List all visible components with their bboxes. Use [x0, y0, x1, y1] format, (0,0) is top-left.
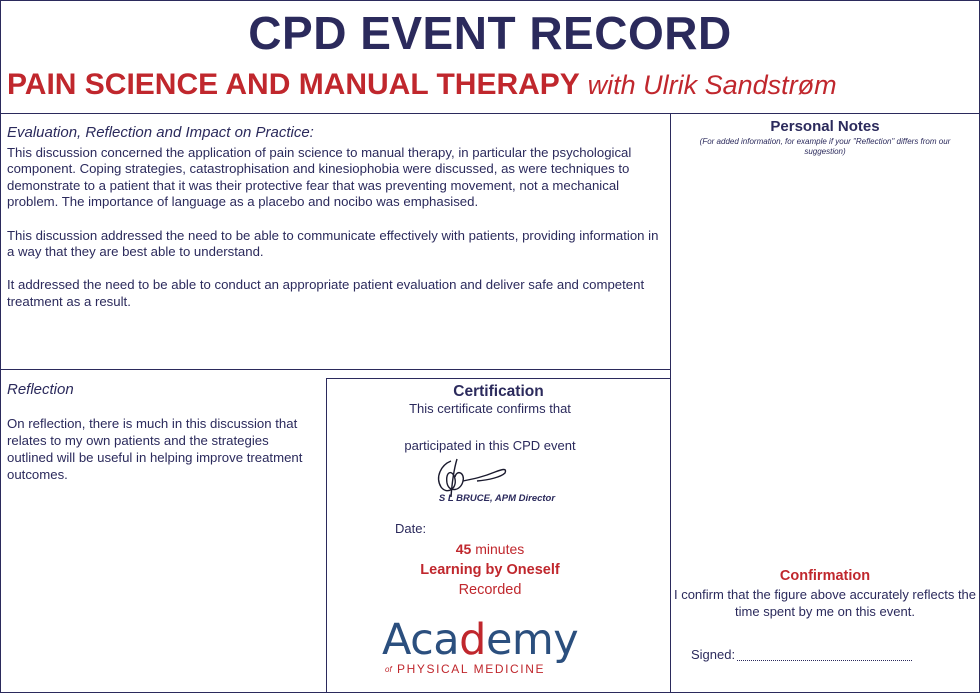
learning-mode: Learning by Oneself: [420, 562, 560, 578]
evaluation-paragraph: It addressed the need to be able to conduct an appropriate patient evaluation and deliver safe and competent treatment as a result.: [7, 277, 645, 309]
duration: [327, 541, 653, 557]
logo-wordmark: [382, 615, 578, 665]
duration-unit: minutes: [471, 541, 525, 557]
evaluation-heading: Evaluation, Reflection and Impact on Practice:: [7, 124, 314, 141]
certification-heading: Certification: [453, 383, 544, 400]
academy-logo: [382, 615, 602, 677]
course-name: PAIN SCIENCE AND MANUAL THERAPY: [7, 68, 580, 101]
participated-text: participated in this CPD event: [404, 438, 576, 453]
signature-line[interactable]: [691, 647, 912, 662]
personal-notes-heading: Personal Notes: [770, 118, 880, 135]
director-name: S L BRUCE, APM Director: [438, 493, 556, 504]
certificate-confirms-text: This certificate confirms that: [409, 401, 571, 416]
personal-notes-hint: (For added information, for example if your "Reflection" differs from our suggestion): [699, 137, 951, 156]
course-title: [7, 68, 837, 102]
reflection-heading: Reflection: [7, 381, 74, 398]
record-status: Recorded: [458, 582, 522, 598]
presenter-name: with Ulrik Sandstrøm: [587, 70, 837, 100]
reflection-section: [7, 381, 317, 483]
confirmation-section: [671, 568, 979, 620]
evaluation-paragraph: This discussion addressed the need to be able to communicate effectively with patients, providing information in a way that they are best able to understand.: [7, 227, 659, 260]
logo-subtitle: PHYSICAL MEDICINE: [397, 662, 546, 676]
logo-word-part: Aca: [382, 615, 460, 665]
duration-value: 45: [455, 541, 472, 557]
page-title: CPD EVENT RECORD: [248, 7, 732, 59]
logo-word-part: emy: [485, 615, 579, 665]
signed-label: Signed:: [691, 647, 736, 662]
date-label: Date:: [395, 521, 427, 536]
evaluation-paragraph: This discussion concerned the application of pain science to manual therapy, in particular the psychological component. Coping strategies, catastrophisation and kinesiophobia were discussed, as were techniques to demonstrate to a patient that it was their protective fear that was preventing movement, not a mechanical problem. The importance of language as a placebo and nocibo was emphasised.: [7, 144, 632, 210]
reflection-text: On reflection, there is much in this discussion that relates to my own patients and the strategies outlined will be useful in helping improve treatment outcomes.: [7, 416, 303, 482]
evaluation-section: [7, 125, 662, 327]
confirmation-text: I confirm that the figure above accurately reflects the time spent by me on this event.: [673, 587, 977, 619]
signature-dotted-line[interactable]: [737, 660, 912, 661]
logo-of: of: [385, 665, 392, 674]
logo-caduceus-letter: d: [459, 615, 486, 665]
evaluation-divider: [0, 369, 670, 370]
personal-notes-section: [671, 114, 979, 157]
confirmation-heading: Confirmation: [779, 568, 871, 584]
certification-section: [327, 378, 670, 692]
